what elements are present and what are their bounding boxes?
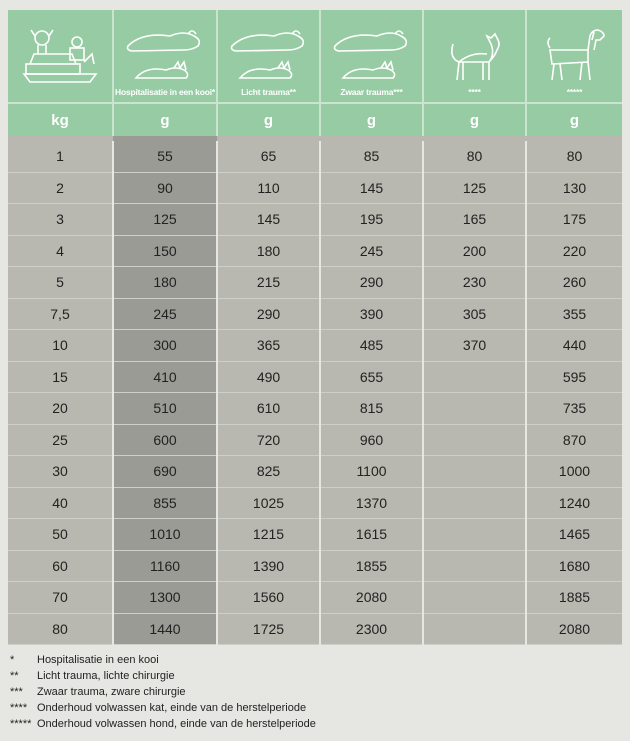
- amount-cell: 855: [113, 487, 217, 519]
- amount-cell: 510: [113, 393, 217, 425]
- header-label-2: Licht trauma**: [241, 87, 296, 97]
- amount-cell: 600: [113, 424, 217, 456]
- weight-cell: 70: [8, 582, 113, 614]
- amount-cell: 440: [526, 330, 622, 362]
- amount-cell: 150: [113, 235, 217, 267]
- amount-cell: 1240: [526, 487, 622, 519]
- amount-cell: 260: [526, 267, 622, 299]
- footnote-text: Hospitalisatie in een kooi: [37, 654, 159, 666]
- amount-cell: 410: [113, 361, 217, 393]
- amount-cell: 1160: [113, 550, 217, 582]
- amount-cell: 230: [423, 267, 526, 299]
- unit-g: g: [423, 103, 526, 136]
- amount-cell: 1390: [217, 550, 320, 582]
- footnote-text: Licht trauma, lichte chirurgie: [37, 670, 175, 682]
- weight-cell: 50: [8, 519, 113, 551]
- weight-cell: 25: [8, 424, 113, 456]
- table-row: [8, 550, 622, 582]
- weight-cell: 60: [8, 550, 113, 582]
- header-hospitalisatie: [113, 10, 217, 103]
- amount-cell: 290: [217, 298, 320, 330]
- footnote-text: Onderhoud volwassen hond, einde van de herstelperiode: [37, 718, 316, 730]
- amount-cell: 355: [526, 298, 622, 330]
- lying-dog-cat-icon: [122, 24, 208, 84]
- amount-cell: 2080: [526, 613, 622, 645]
- table-row: [8, 141, 622, 172]
- amount-cell: 130: [526, 172, 622, 204]
- weight-cell: 30: [8, 456, 113, 488]
- amount-cell: 175: [526, 204, 622, 236]
- amount-cell: 485: [320, 330, 423, 362]
- amount-cell: 690: [113, 456, 217, 488]
- amount-cell: 165: [423, 204, 526, 236]
- weight-cell: 40: [8, 487, 113, 519]
- footnote-item: [10, 668, 316, 684]
- table-row: [8, 519, 622, 551]
- amount-cell: 1465: [526, 519, 622, 551]
- footnote-mark: *: [10, 654, 15, 666]
- amount-cell: 490: [217, 361, 320, 393]
- footnotes: [10, 652, 316, 732]
- amount-cell: 815: [320, 393, 423, 425]
- footnote-mark: *****: [10, 718, 32, 730]
- amount-cell: 1100: [320, 456, 423, 488]
- amount-cell: [423, 487, 526, 519]
- amount-cell: 1215: [217, 519, 320, 551]
- unit-g: g: [217, 103, 320, 136]
- header-label-1: Hospitalisatie in een kooi*: [115, 87, 215, 97]
- header-cat: [423, 10, 526, 103]
- footnote-mark: ***: [10, 686, 23, 698]
- lying-dog-cat-icon: [226, 24, 312, 84]
- amount-cell: 655: [320, 361, 423, 393]
- weight-cell: 20: [8, 393, 113, 425]
- footnote-mark: **: [10, 670, 19, 682]
- amount-cell: 305: [423, 298, 526, 330]
- unit-g: g: [526, 103, 622, 136]
- weight-cell: 2: [8, 172, 113, 204]
- unit-g: g: [320, 103, 423, 136]
- table-row: [8, 172, 622, 204]
- cat-icon: [445, 24, 505, 84]
- icon-header-row: [8, 10, 622, 103]
- lying-dog-cat-icon: [329, 24, 415, 84]
- table-row: [8, 582, 622, 614]
- amount-cell: 390: [320, 298, 423, 330]
- amount-cell: 610: [217, 393, 320, 425]
- amount-cell: 125: [113, 204, 217, 236]
- table-row: [8, 487, 622, 519]
- amount-cell: 290: [320, 267, 423, 299]
- amount-cell: 1725: [217, 613, 320, 645]
- amount-cell: 1885: [526, 582, 622, 614]
- amount-cell: 245: [320, 235, 423, 267]
- header-label-4: ****: [468, 87, 481, 97]
- footnote-item: [10, 652, 316, 668]
- weight-cell: 10: [8, 330, 113, 362]
- amount-cell: 2080: [320, 582, 423, 614]
- table-row: [8, 330, 622, 362]
- footnote-text: Zwaar trauma, zware chirurgie: [37, 686, 186, 698]
- amount-cell: 55: [113, 141, 217, 172]
- amount-cell: 1370: [320, 487, 423, 519]
- amount-cell: 1440: [113, 613, 217, 645]
- weight-cell: 4: [8, 235, 113, 267]
- amount-cell: 80: [423, 141, 526, 172]
- table-row: [8, 267, 622, 299]
- amount-cell: 735: [526, 393, 622, 425]
- amount-cell: 245: [113, 298, 217, 330]
- amount-cell: [423, 424, 526, 456]
- weight-cell: 5: [8, 267, 113, 299]
- header-zwaar-trauma: [320, 10, 423, 103]
- vet-weighing-icon: [20, 24, 100, 86]
- table-row: [8, 393, 622, 425]
- header-licht-trauma: [217, 10, 320, 103]
- amount-cell: 180: [217, 235, 320, 267]
- amount-cell: [423, 393, 526, 425]
- amount-cell: 1300: [113, 582, 217, 614]
- amount-cell: 1010: [113, 519, 217, 551]
- amount-cell: 1615: [320, 519, 423, 551]
- amount-cell: 220: [526, 235, 622, 267]
- amount-cell: 195: [320, 204, 423, 236]
- weight-cell: 7,5: [8, 298, 113, 330]
- amount-cell: [423, 613, 526, 645]
- unit-row: [8, 103, 622, 136]
- amount-cell: 595: [526, 361, 622, 393]
- amount-cell: 1000: [526, 456, 622, 488]
- amount-cell: 1680: [526, 550, 622, 582]
- amount-cell: [423, 582, 526, 614]
- unit-kg: kg: [8, 103, 113, 136]
- amount-cell: [423, 519, 526, 551]
- weight-cell: 80: [8, 613, 113, 645]
- header-weight: [8, 10, 113, 103]
- amount-cell: 200: [423, 235, 526, 267]
- amount-cell: 1560: [217, 582, 320, 614]
- table-row: [8, 235, 622, 267]
- amount-cell: 180: [113, 267, 217, 299]
- weight-cell: 15: [8, 361, 113, 393]
- footnote-item: [10, 700, 316, 716]
- footnote-text: Onderhoud volwassen kat, einde van de herstelperiode: [37, 702, 307, 714]
- amount-cell: 1855: [320, 550, 423, 582]
- footnote-item: [10, 716, 316, 732]
- amount-cell: [423, 456, 526, 488]
- table-row: [8, 613, 622, 645]
- amount-cell: 960: [320, 424, 423, 456]
- amount-cell: 145: [217, 204, 320, 236]
- amount-cell: 870: [526, 424, 622, 456]
- table-row: [8, 456, 622, 488]
- amount-cell: [423, 550, 526, 582]
- table-row: [8, 361, 622, 393]
- amount-cell: 2300: [320, 613, 423, 645]
- amount-cell: 125: [423, 172, 526, 204]
- header-label-3: Zwaar trauma***: [340, 87, 403, 97]
- amount-cell: 110: [217, 172, 320, 204]
- amount-cell: 145: [320, 172, 423, 204]
- amount-cell: 1025: [217, 487, 320, 519]
- dog-icon: [542, 24, 608, 84]
- amount-cell: 370: [423, 330, 526, 362]
- table-row: [8, 424, 622, 456]
- table-body: [8, 141, 622, 645]
- header-dog: [526, 10, 622, 103]
- amount-cell: 215: [217, 267, 320, 299]
- header-label-5: *****: [566, 87, 583, 97]
- amount-cell: 825: [217, 456, 320, 488]
- amount-cell: 300: [113, 330, 217, 362]
- amount-cell: [423, 361, 526, 393]
- weight-cell: 3: [8, 204, 113, 236]
- amount-cell: 65: [217, 141, 320, 172]
- weight-cell: 1: [8, 141, 113, 172]
- feeding-table: [8, 10, 622, 645]
- amount-cell: 90: [113, 172, 217, 204]
- table-row: [8, 298, 622, 330]
- table-row: [8, 204, 622, 236]
- unit-g: g: [113, 103, 217, 136]
- amount-cell: 720: [217, 424, 320, 456]
- footnote-item: [10, 684, 316, 700]
- footnote-mark: ****: [10, 702, 28, 714]
- amount-cell: 365: [217, 330, 320, 362]
- amount-cell: 80: [526, 141, 622, 172]
- amount-cell: 85: [320, 141, 423, 172]
